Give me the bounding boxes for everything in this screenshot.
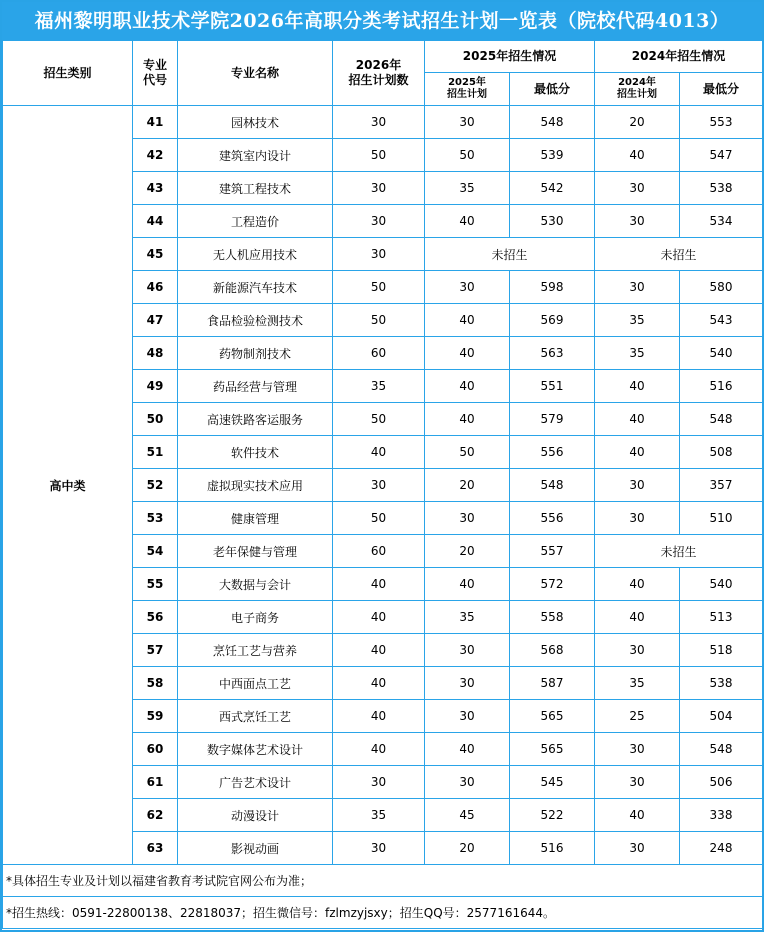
min-score-2024-cell: 538 bbox=[680, 172, 763, 205]
plan-2025-cell: 40 bbox=[425, 733, 510, 766]
plan-2026-cell: 30 bbox=[333, 172, 425, 205]
plan-2024-cell: 30 bbox=[595, 733, 680, 766]
plan-2026-cell: 30 bbox=[333, 832, 425, 865]
plan-2024-cell: 40 bbox=[595, 601, 680, 634]
major-name-cell: 影视动画 bbox=[178, 832, 333, 865]
major-name-cell: 无人机应用技术 bbox=[178, 238, 333, 271]
plan-2024-cell: 30 bbox=[595, 502, 680, 535]
min-score-2025-cell: 551 bbox=[510, 370, 595, 403]
major-name-cell: 药物制剂技术 bbox=[178, 337, 333, 370]
major-name-cell: 电子商务 bbox=[178, 601, 333, 634]
plan-2025-cell: 35 bbox=[425, 601, 510, 634]
min-score-2025-cell: 548 bbox=[510, 106, 595, 139]
plan-2024-cell: 30 bbox=[595, 271, 680, 304]
plan-2025-cell: 30 bbox=[425, 667, 510, 700]
major-code-cell: 42 bbox=[133, 139, 178, 172]
plan-2025-cell: 20 bbox=[425, 535, 510, 568]
plan-2025-cell: 40 bbox=[425, 304, 510, 337]
plan-2026-cell: 60 bbox=[333, 337, 425, 370]
plan-2024-cell: 30 bbox=[595, 172, 680, 205]
major-name-cell: 动漫设计 bbox=[178, 799, 333, 832]
plan-2026-cell: 40 bbox=[333, 601, 425, 634]
major-name-cell: 老年保健与管理 bbox=[178, 535, 333, 568]
min-score-2025-cell: 556 bbox=[510, 502, 595, 535]
plan-2026-cell: 50 bbox=[333, 403, 425, 436]
plan-2026-cell: 35 bbox=[333, 799, 425, 832]
header-min-score-2025: 最低分 bbox=[510, 73, 595, 106]
table-header bbox=[3, 41, 763, 106]
min-score-2025-cell: 545 bbox=[510, 766, 595, 799]
min-score-2025-cell: 539 bbox=[510, 139, 595, 172]
major-code-cell: 45 bbox=[133, 238, 178, 271]
min-score-2025-cell: 598 bbox=[510, 271, 595, 304]
min-score-2024-cell: 518 bbox=[680, 634, 763, 667]
plan-2025-cell: 40 bbox=[425, 370, 510, 403]
plan-2026-cell: 30 bbox=[333, 106, 425, 139]
plan-2025-cell: 20 bbox=[425, 832, 510, 865]
plan-2025-cell: 50 bbox=[425, 139, 510, 172]
major-code-cell: 46 bbox=[133, 271, 178, 304]
header-plan-2026: 2026年 招生计划数 bbox=[333, 41, 425, 106]
major-code-cell: 63 bbox=[133, 832, 178, 865]
min-score-2025-cell: 572 bbox=[510, 568, 595, 601]
plan-2024-cell: 30 bbox=[595, 634, 680, 667]
header-2024-group: 2024年招生情况 bbox=[595, 41, 763, 73]
min-score-2024-cell: 580 bbox=[680, 271, 763, 304]
major-name-cell: 烹饪工艺与营养 bbox=[178, 634, 333, 667]
major-code-cell: 52 bbox=[133, 469, 178, 502]
min-score-2024-cell: 548 bbox=[680, 403, 763, 436]
min-score-2024-cell: 543 bbox=[680, 304, 763, 337]
plan-2024-cell: 40 bbox=[595, 370, 680, 403]
plan-2026-cell: 40 bbox=[333, 568, 425, 601]
major-code-cell: 55 bbox=[133, 568, 178, 601]
major-code-cell: 57 bbox=[133, 634, 178, 667]
major-name-cell: 西式烹饪工艺 bbox=[178, 700, 333, 733]
major-name-cell: 大数据与会计 bbox=[178, 568, 333, 601]
plan-2025-cell: 40 bbox=[425, 403, 510, 436]
min-score-2024-cell: 540 bbox=[680, 568, 763, 601]
major-code-cell: 62 bbox=[133, 799, 178, 832]
plan-2026-cell: 40 bbox=[333, 733, 425, 766]
min-score-2025-cell: 579 bbox=[510, 403, 595, 436]
header-2025-group: 2025年招生情况 bbox=[425, 41, 595, 73]
header-plan-2025: 2025年 招生计划 bbox=[425, 73, 510, 106]
major-code-cell: 44 bbox=[133, 205, 178, 238]
not-enrolled-2024-cell: 未招生 bbox=[595, 238, 763, 271]
plan-2025-cell: 40 bbox=[425, 205, 510, 238]
major-code-cell: 60 bbox=[133, 733, 178, 766]
plan-2024-cell: 40 bbox=[595, 799, 680, 832]
major-name-cell: 健康管理 bbox=[178, 502, 333, 535]
plan-2026-cell: 60 bbox=[333, 535, 425, 568]
major-name-cell: 新能源汽车技术 bbox=[178, 271, 333, 304]
not-enrolled-2025-cell: 未招生 bbox=[425, 238, 595, 271]
major-code-cell: 43 bbox=[133, 172, 178, 205]
footer-note: *具体招生专业及计划以福建省教育考试院官网公布为准； bbox=[3, 865, 763, 897]
min-score-2024-cell: 508 bbox=[680, 436, 763, 469]
plan-2025-cell: 50 bbox=[425, 436, 510, 469]
min-score-2025-cell: 516 bbox=[510, 832, 595, 865]
min-score-2024-cell: 248 bbox=[680, 832, 763, 865]
major-code-cell: 51 bbox=[133, 436, 178, 469]
plan-2024-cell: 30 bbox=[595, 469, 680, 502]
plan-2024-cell: 40 bbox=[595, 403, 680, 436]
enrollment-plan-table bbox=[2, 40, 763, 929]
major-name-cell: 工程造价 bbox=[178, 205, 333, 238]
min-score-2024-cell: 516 bbox=[680, 370, 763, 403]
plan-2025-cell: 30 bbox=[425, 106, 510, 139]
plan-2024-cell: 20 bbox=[595, 106, 680, 139]
major-name-cell: 软件技术 bbox=[178, 436, 333, 469]
plan-2024-cell: 30 bbox=[595, 766, 680, 799]
min-score-2024-cell: 553 bbox=[680, 106, 763, 139]
plan-2024-cell: 30 bbox=[595, 832, 680, 865]
page-title: 福州黎明职业技术学院2026年高职分类考试招生计划一览表（院校代码4013） bbox=[2, 2, 762, 40]
plan-2024-cell: 35 bbox=[595, 304, 680, 337]
min-score-2025-cell: 557 bbox=[510, 535, 595, 568]
min-score-2024-cell: 510 bbox=[680, 502, 763, 535]
major-name-cell: 食品检验检测技术 bbox=[178, 304, 333, 337]
min-score-2025-cell: 558 bbox=[510, 601, 595, 634]
plan-2026-cell: 30 bbox=[333, 766, 425, 799]
category-cell: 高中类 bbox=[3, 106, 133, 865]
plan-2025-cell: 20 bbox=[425, 469, 510, 502]
plan-2024-cell: 40 bbox=[595, 436, 680, 469]
major-name-cell: 数字媒体艺术设计 bbox=[178, 733, 333, 766]
major-code-cell: 41 bbox=[133, 106, 178, 139]
plan-2024-cell: 40 bbox=[595, 139, 680, 172]
major-code-cell: 47 bbox=[133, 304, 178, 337]
plan-2025-cell: 30 bbox=[425, 700, 510, 733]
major-name-cell: 园林技术 bbox=[178, 106, 333, 139]
plan-2026-cell: 40 bbox=[333, 436, 425, 469]
major-code-cell: 50 bbox=[133, 403, 178, 436]
not-enrolled-2024-cell: 未招生 bbox=[595, 535, 763, 568]
major-code-cell: 56 bbox=[133, 601, 178, 634]
plan-2025-cell: 30 bbox=[425, 766, 510, 799]
plan-2024-cell: 25 bbox=[595, 700, 680, 733]
major-name-cell: 建筑室内设计 bbox=[178, 139, 333, 172]
major-code-cell: 53 bbox=[133, 502, 178, 535]
major-name-cell: 药品经营与管理 bbox=[178, 370, 333, 403]
min-score-2025-cell: 565 bbox=[510, 700, 595, 733]
min-score-2024-cell: 547 bbox=[680, 139, 763, 172]
major-name-cell: 建筑工程技术 bbox=[178, 172, 333, 205]
plan-2026-cell: 50 bbox=[333, 304, 425, 337]
min-score-2024-cell: 357 bbox=[680, 469, 763, 502]
min-score-2024-cell: 504 bbox=[680, 700, 763, 733]
header-category: 招生类别 bbox=[3, 41, 133, 106]
plan-2025-cell: 45 bbox=[425, 799, 510, 832]
plan-2024-cell: 35 bbox=[595, 667, 680, 700]
min-score-2024-cell: 540 bbox=[680, 337, 763, 370]
plan-2026-cell: 30 bbox=[333, 238, 425, 271]
min-score-2025-cell: 530 bbox=[510, 205, 595, 238]
plan-2026-cell: 35 bbox=[333, 370, 425, 403]
header-code: 专业 代号 bbox=[133, 41, 178, 106]
min-score-2025-cell: 542 bbox=[510, 172, 595, 205]
header-min-score-2024: 最低分 bbox=[680, 73, 763, 106]
plan-2025-cell: 30 bbox=[425, 502, 510, 535]
plan-2026-cell: 40 bbox=[333, 667, 425, 700]
plan-2026-cell: 30 bbox=[333, 469, 425, 502]
min-score-2025-cell: 565 bbox=[510, 733, 595, 766]
plan-2026-cell: 50 bbox=[333, 139, 425, 172]
table-footer bbox=[3, 865, 763, 929]
major-name-cell: 广告艺术设计 bbox=[178, 766, 333, 799]
min-score-2025-cell: 548 bbox=[510, 469, 595, 502]
major-code-cell: 54 bbox=[133, 535, 178, 568]
min-score-2024-cell: 538 bbox=[680, 667, 763, 700]
plan-2024-cell: 30 bbox=[595, 205, 680, 238]
min-score-2025-cell: 563 bbox=[510, 337, 595, 370]
plan-2025-cell: 40 bbox=[425, 568, 510, 601]
min-score-2025-cell: 587 bbox=[510, 667, 595, 700]
min-score-2025-cell: 569 bbox=[510, 304, 595, 337]
plan-2025-cell: 40 bbox=[425, 337, 510, 370]
min-score-2024-cell: 548 bbox=[680, 733, 763, 766]
major-code-cell: 48 bbox=[133, 337, 178, 370]
min-score-2024-cell: 534 bbox=[680, 205, 763, 238]
table-body bbox=[3, 106, 763, 865]
plan-2024-cell: 40 bbox=[595, 568, 680, 601]
major-name-cell: 高速铁路客运服务 bbox=[178, 403, 333, 436]
min-score-2025-cell: 556 bbox=[510, 436, 595, 469]
min-score-2025-cell: 568 bbox=[510, 634, 595, 667]
major-name-cell: 中西面点工艺 bbox=[178, 667, 333, 700]
min-score-2025-cell: 522 bbox=[510, 799, 595, 832]
major-code-cell: 61 bbox=[133, 766, 178, 799]
footer-contact: *招生热线：0591-22800138、22818037；招生微信号：fzlmzyjsxy；招生QQ号：2577161644。 bbox=[3, 897, 763, 929]
major-code-cell: 59 bbox=[133, 700, 178, 733]
header-plan-2024: 2024年 招生计划 bbox=[595, 73, 680, 106]
plan-2026-cell: 50 bbox=[333, 502, 425, 535]
major-name-cell: 虚拟现实技术应用 bbox=[178, 469, 333, 502]
table-row bbox=[3, 106, 763, 139]
plan-2026-cell: 30 bbox=[333, 205, 425, 238]
major-code-cell: 58 bbox=[133, 667, 178, 700]
plan-2026-cell: 40 bbox=[333, 634, 425, 667]
min-score-2024-cell: 506 bbox=[680, 766, 763, 799]
min-score-2024-cell: 513 bbox=[680, 601, 763, 634]
plan-2026-cell: 40 bbox=[333, 700, 425, 733]
header-major-name: 专业名称 bbox=[178, 41, 333, 106]
plan-2025-cell: 35 bbox=[425, 172, 510, 205]
plan-2026-cell: 50 bbox=[333, 271, 425, 304]
major-code-cell: 49 bbox=[133, 370, 178, 403]
plan-2025-cell: 30 bbox=[425, 271, 510, 304]
plan-2024-cell: 35 bbox=[595, 337, 680, 370]
plan-2025-cell: 30 bbox=[425, 634, 510, 667]
min-score-2024-cell: 338 bbox=[680, 799, 763, 832]
